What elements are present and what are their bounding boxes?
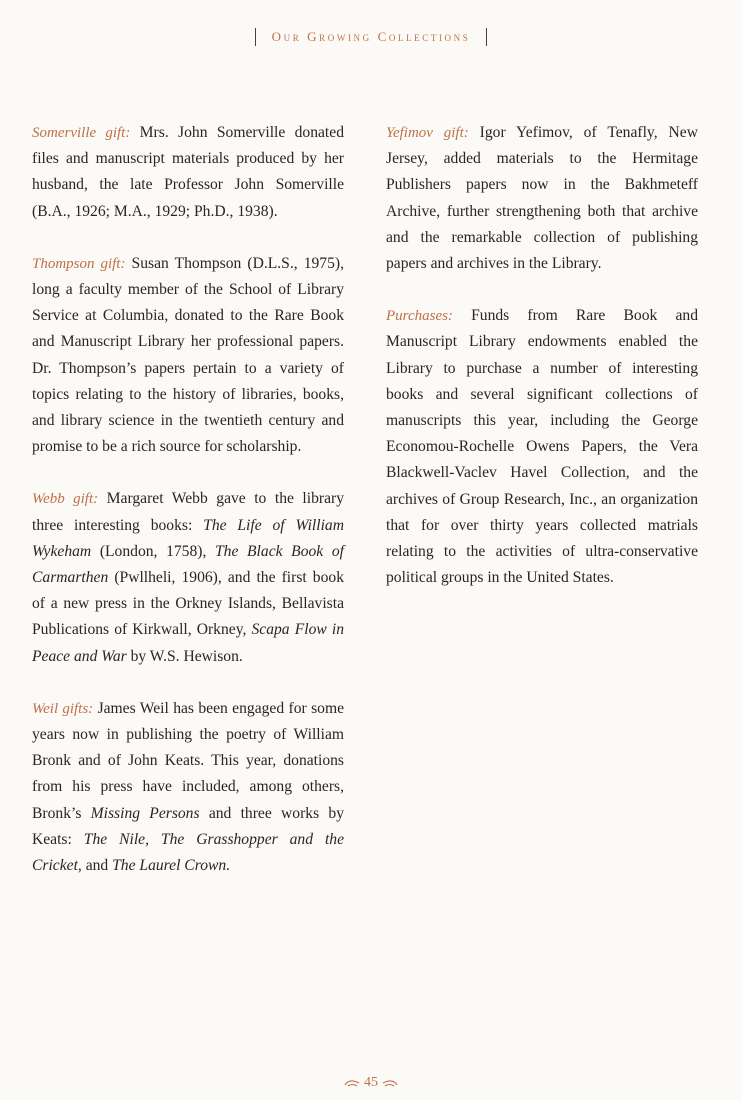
thompson-lead: Thompson gift: xyxy=(32,255,126,272)
purchases-text: Funds from Rare Book and Manuscript Library endowments enabled the Library to purchase a number of interesting books and several significant collections of manuscripts this year, including the George Economou-Rochelle Owens Papers, the Vera Blackwell-Vaclev Havel Collection, and the archives of Group Research, Inc., an organization that for over thirty years collected matrials relating to the activities of ultra-conservative political groups in the United States. xyxy=(386,307,698,587)
page-footer xyxy=(0,1073,742,1093)
left-flourish-icon xyxy=(344,1078,360,1088)
right-flourish-icon xyxy=(382,1078,398,1088)
weil-text-2: and three works by Keats: xyxy=(32,804,345,848)
thompson-text: Susan Thompson (D.L.S., 1975), long a faculty member of the School of Library Service at Columbia, donated to the Rare Book and Manuscript Library her professional papers. Dr. Thompson’s papers pertain to a variety of topics relating to the history of libraries, books, and library science in the twentieth century and promise to be a rich source for scholarship. xyxy=(32,254,344,456)
weil-text-3: and xyxy=(81,857,113,875)
weil-book-title-3: The Laurel Crown. xyxy=(112,857,231,875)
webb-text-2: (London, 1758), xyxy=(91,542,215,560)
purchases-lead: Purchases: xyxy=(386,308,453,325)
right-column xyxy=(386,120,698,617)
page-number: 45 xyxy=(364,1075,378,1090)
yefimov-text: Igor Yefimov, of Tenafly, New Jersey, added materials to the Hermitage Publishers papers now in the Bakhmeteff Archive, further strengthening both that archive and the remarkable collection of publishing papers and archives in the Library. xyxy=(386,124,698,273)
webb-text-3: (Pwllheli, 1906), and the first book of a new press in the Orkney Islands, Bellavista Publications of Kirkwall, Orkney, xyxy=(32,569,344,639)
running-header xyxy=(0,26,742,47)
weil-entry xyxy=(32,696,344,879)
webb-lead: Webb gift: xyxy=(32,491,99,508)
webb-book-title-2: The Black Book of Carmarthen xyxy=(32,542,344,587)
thompson-entry xyxy=(32,251,344,461)
yefimov-entry xyxy=(386,120,698,277)
running-header-title: Our Growing Collections xyxy=(271,29,471,45)
webb-book-title-1: The Life of William Wykeham xyxy=(32,516,344,560)
weil-lead: Weil gifts: xyxy=(32,700,94,717)
weil-text-1: James Weil has been engaged for some years now in publishing the poetry of William Bronk and of John Keats. This year, donations from his press have included, among others, Bronk’s xyxy=(32,699,344,822)
purchases-entry xyxy=(386,303,698,591)
somerville-lead: Somerville gift: xyxy=(32,125,131,141)
header-rule-right xyxy=(486,28,487,46)
yefimov-lead: Yefimov gift: xyxy=(386,125,469,141)
webb-entry xyxy=(32,486,344,669)
weil-book-title-1: Missing Persons xyxy=(90,804,200,822)
webb-text-4: by W.S. Hewison. xyxy=(126,647,243,665)
webb-text-1: Margaret Webb gave to the library three interesting books: xyxy=(32,490,345,534)
header-rule-left xyxy=(255,28,256,46)
left-column xyxy=(32,120,344,905)
weil-book-title-2: The Nile, The Grasshopper and the Cricket, xyxy=(32,830,344,875)
somerville-text: Mrs. John Somerville donated files and manuscript materials produced by her husband, the late Professor John Somerville (B.A., 1926; M.A., 1929; Ph.D., 1938). xyxy=(32,124,344,220)
somerville-entry xyxy=(32,120,344,225)
webb-book-title-3: Scapa Flow in Peace and War xyxy=(32,621,345,665)
